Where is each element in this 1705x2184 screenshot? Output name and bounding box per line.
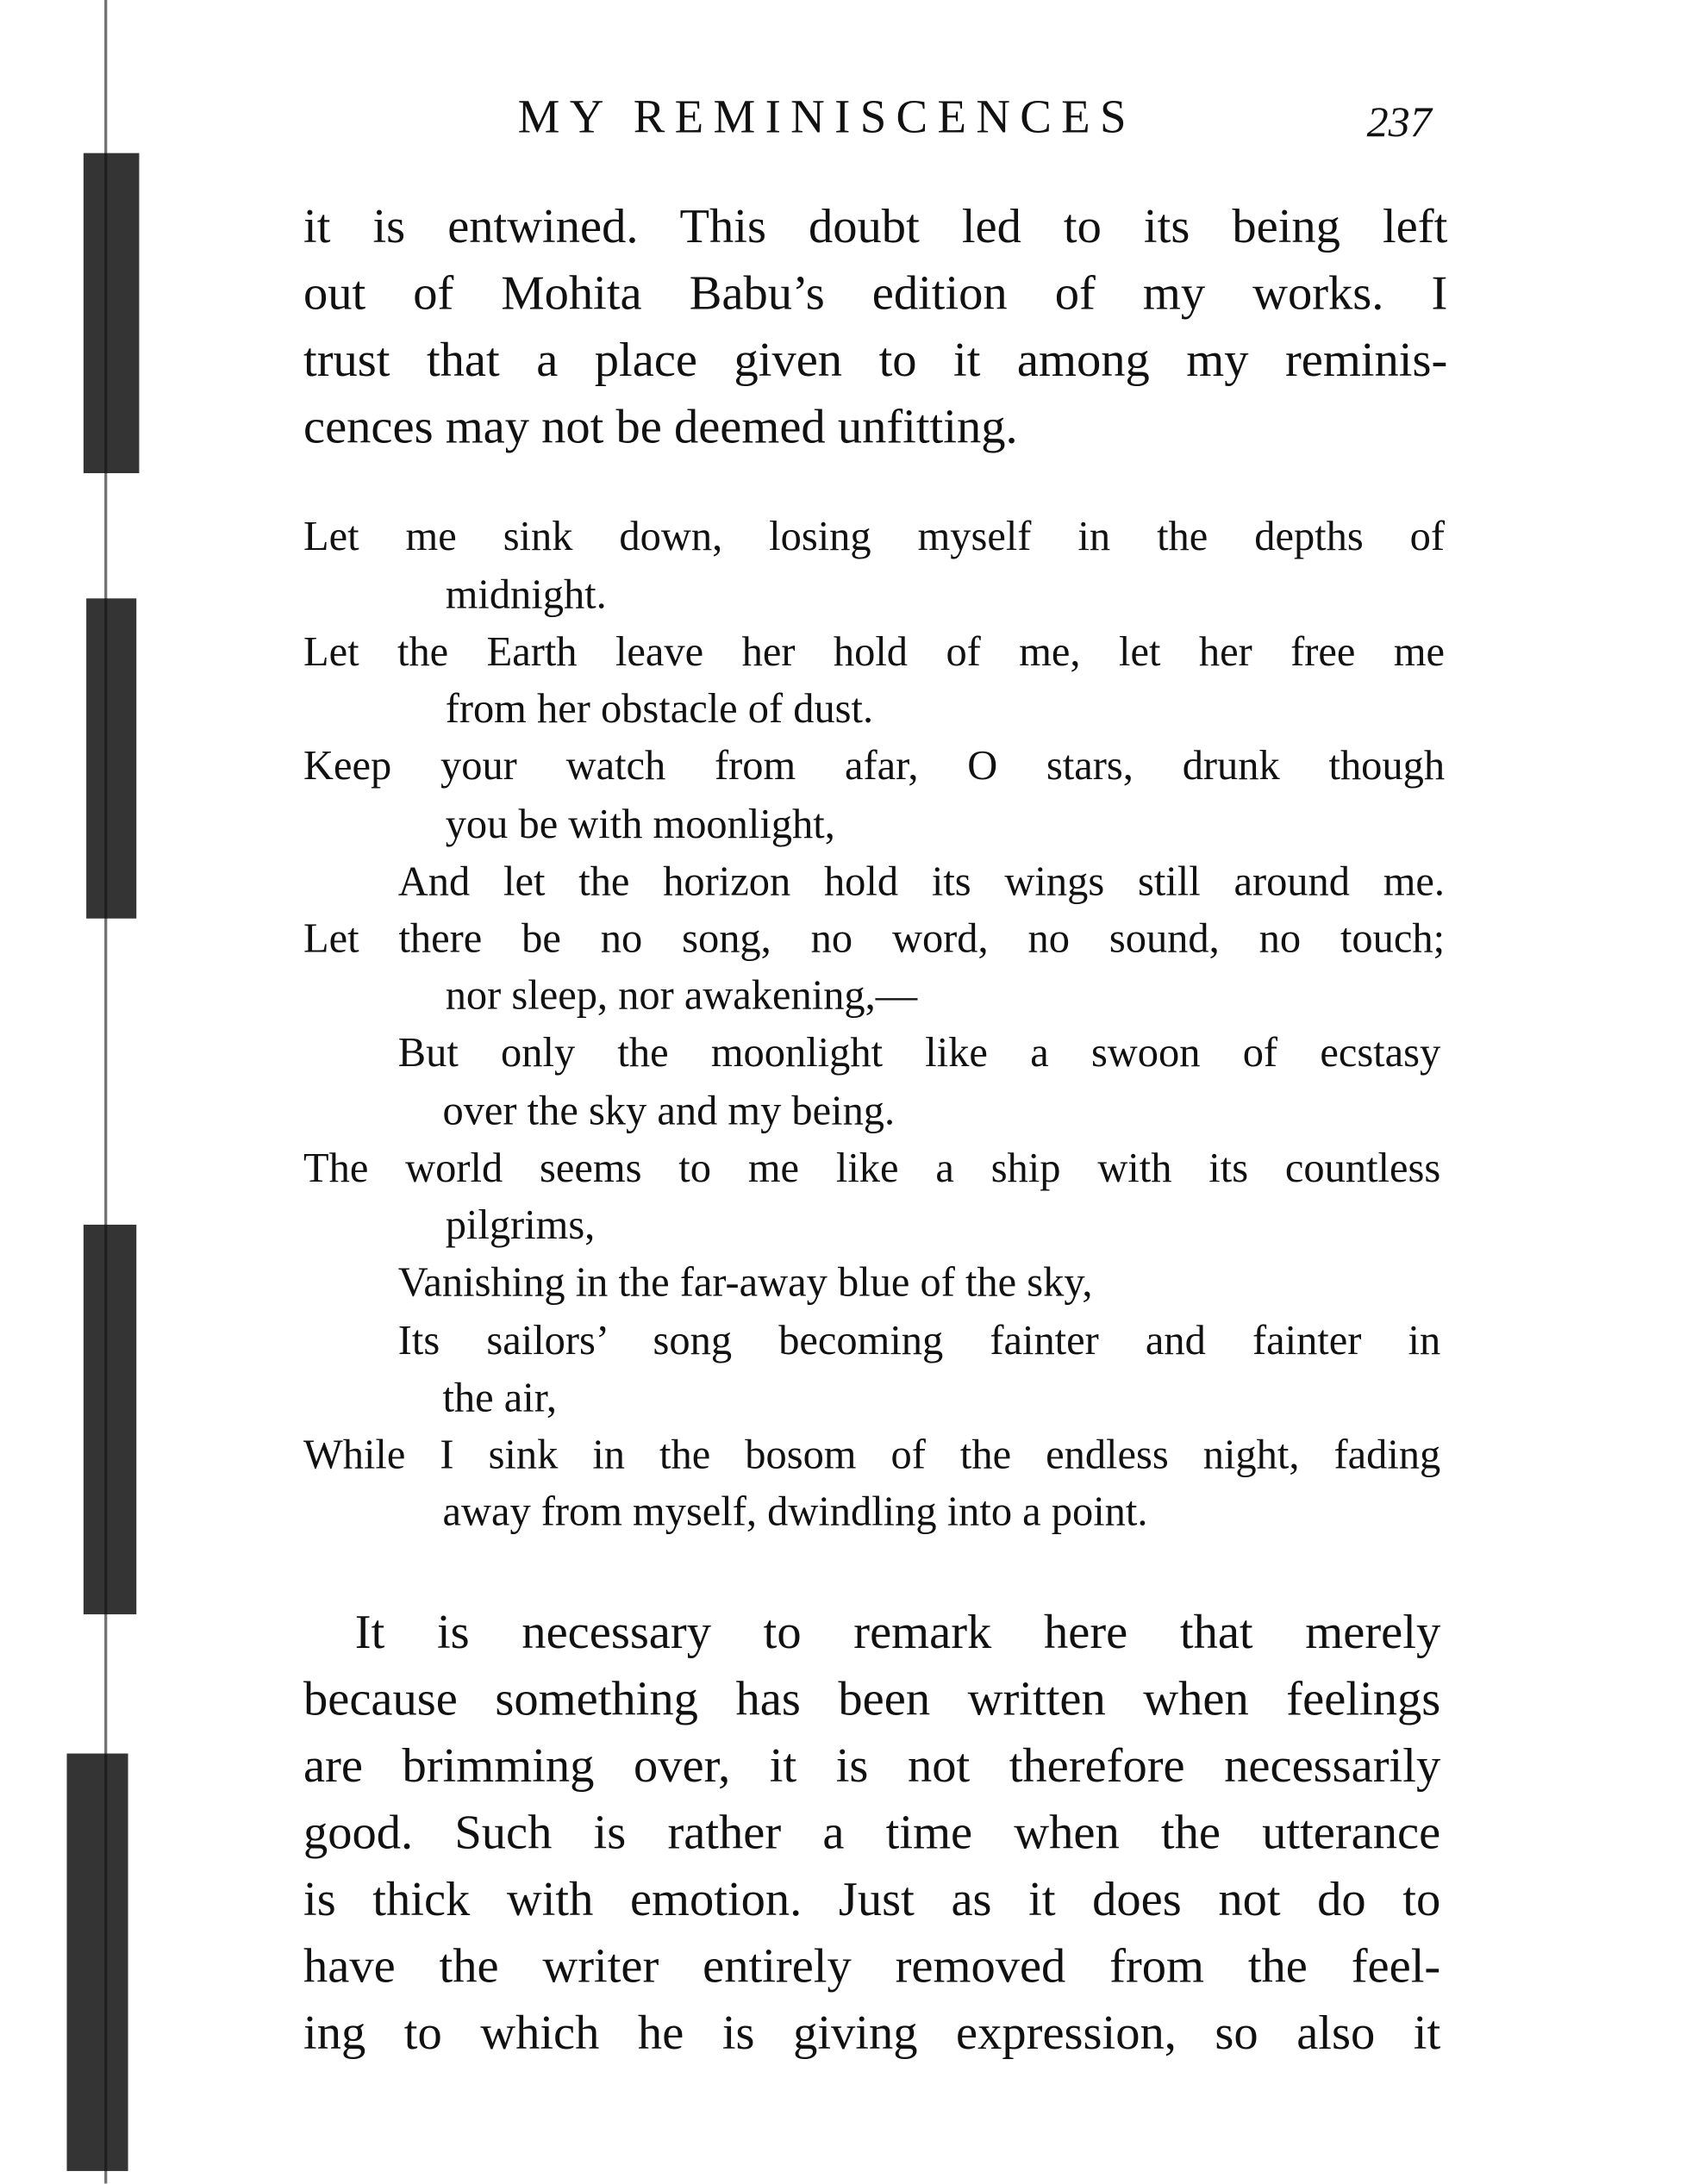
text-line: It is necessary to remark here that merely	[354, 1604, 1441, 1659]
poem-line: nor sleep, nor awakening,—	[445, 972, 918, 1019]
scan-gutter-shadow	[86, 598, 136, 918]
text-line: it is entwined. This doubt led to its being left	[303, 198, 1448, 253]
text-line: is thick with emotion. Just as it does not do to	[303, 1871, 1441, 1926]
running-header: MY REMINISCENCES	[517, 91, 1136, 144]
poem-line: Its sailors’ song becoming fainter and fainter in	[397, 1318, 1441, 1364]
text-line: out of Mohita Babu’s edition of my works. I	[303, 265, 1448, 321]
poem-line: Vanishing in the far-away blue of the sky,	[397, 1259, 1093, 1306]
poem-line: away from myself, dwindling into a point.	[442, 1488, 1148, 1536]
poem-line: pilgrims,	[445, 1202, 596, 1249]
scan-gutter-shadow	[84, 153, 140, 473]
poem-line: Let the Earth leave her hold of me, let her free me	[303, 628, 1446, 676]
scan-gutter-line	[104, 0, 107, 2183]
text-line: good. Such is rather a time when the utterance	[303, 1805, 1441, 1860]
poem-line: midnight.	[445, 571, 607, 618]
poem-line: Keep your watch from afar, O stars, drunk though	[303, 743, 1446, 789]
text-line: are brimming over, it is not therefore necessarily	[303, 1738, 1441, 1793]
poem-line: But only the moonlight like a swoon of ecstasy	[397, 1029, 1441, 1076]
text-line: cences may not be deemed unfitting.	[303, 399, 1018, 454]
text-line: because something has been written when feelings	[303, 1671, 1441, 1726]
poem-line: The world seems to me like a ship with its countless	[303, 1145, 1441, 1192]
poem-line: Let there be no song, no word, no sound, no touch;	[303, 915, 1446, 962]
text-line: have the writer entirely removed from the feel-	[303, 1938, 1441, 1994]
page-number: 237	[1366, 97, 1432, 147]
poem-line: over the sky and my being.	[442, 1088, 896, 1134]
poem-line: Let me sink down, losing myself in the depths of	[303, 513, 1446, 560]
scan-gutter-shadow	[84, 1225, 136, 1614]
poem-line: And let the horizon hold its wings still around me.	[397, 858, 1446, 905]
poem-line: While I sink in the bosom of the endless night, fading	[303, 1432, 1441, 1478]
poem-line: from her obstacle of dust.	[445, 686, 874, 733]
text-line: trust that a place given to it among my reminis-	[303, 332, 1448, 387]
poem-line: the air,	[442, 1375, 558, 1421]
poem-line: you be with moonlight,	[445, 802, 835, 848]
text-line: ing to which he is giving expression, so also it	[303, 2005, 1441, 2060]
scan-gutter-shadow	[67, 1754, 128, 2171]
